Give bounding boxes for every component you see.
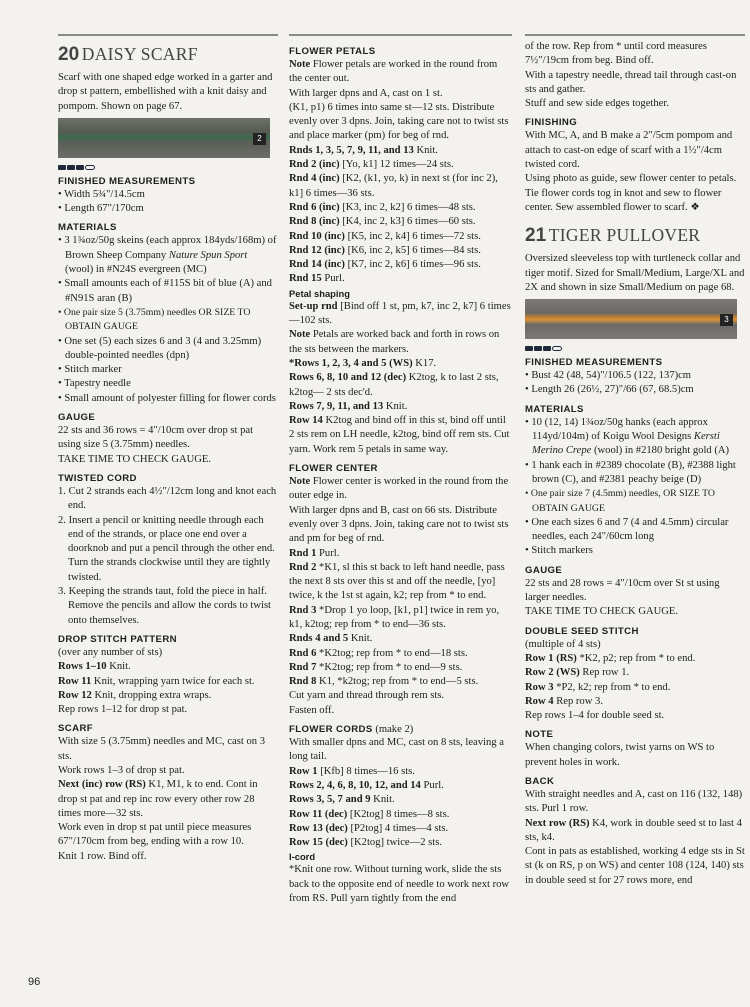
heading-finished: FINISHED MEASUREMENTS — [58, 175, 196, 187]
material-item: • 3 1¾oz/50g skeins (each approx 184yds/168m) of Brown Sheep Company Nature Spun Sport (wool) in #N24S evergreen (MC) — [58, 235, 277, 276]
petal-note: Note Petals are worked back and forth in rows on the sts between the markers. — [289, 329, 500, 355]
twisted-cord-step: 2. Insert a pencil or knitting needle through each end of the strands, or place one end over a doorknob and put a pencil through the other end. Turn the strands clockwise until they are tightly twisted. — [58, 514, 275, 583]
center-round: Rnd 7 *K2tog; rep from * to end—9 sts. — [289, 661, 463, 673]
petal-setup: Set-up rnd [Bind off 1 st, pm, k7, inc 2, k7] 6 times—102 sts. — [289, 300, 511, 327]
gauge-text: 22 sts and 28 rows = 4"/10cm over St st using larger needles. — [525, 577, 720, 604]
pullover-swatch-image — [525, 299, 737, 339]
center-text: With larger dpns and B, cast on 66 sts. Distribute evenly over 3 dpns. Join, taking care not to twist sts and pm for beg of rnd. — [289, 504, 509, 545]
cords-row: Row 11 (dec) [K2tog] 8 times—8 sts. — [289, 808, 450, 820]
cords-row: Rows 2, 4, 6, 8, 10, 12, and 14 Purl. — [289, 779, 444, 791]
petal-round: Rnd 6 (inc) [K3, inc 2, k2] 6 times—48 sts. — [289, 201, 476, 213]
petal-row: Rows 7, 9, 11, and 13 Knit. — [289, 400, 408, 412]
petal-round: Rnd 10 (inc) [K5, inc 2, k4] 6 times—72 sts. — [289, 230, 481, 242]
skill-badge: 2 — [253, 133, 266, 145]
dss-multiple: (multiple of 4 sts) — [525, 638, 601, 650]
note-text: When changing colors, twist yarns on WS to prevent holes in work. — [525, 742, 715, 768]
column-1 — [58, 40, 278, 864]
skill-level-icon — [58, 165, 278, 170]
cords-row: Row 13 (dec) [P2tog] 4 times—4 sts. — [289, 822, 449, 834]
material-item: • One set (5) each sizes 6 and 3 (4 and 3.25mm) double-pointed needles (dpn) — [58, 335, 262, 361]
scarf-text: With size 5 (3.75mm) needles and MC, cast on 3 sts. — [58, 736, 265, 762]
material-item: • Small amount of polyester filling for flower cords — [58, 392, 276, 404]
heading-flower-cords: FLOWER CORDS (make 2) — [289, 724, 414, 736]
scarf-text: Work rows 1–3 of drop st pat. — [58, 764, 185, 776]
back-text: Next row (RS) K4, work in double seed st to last 4 sts, k4. — [525, 817, 742, 843]
gauge-check: TAKE TIME TO CHECK GAUGE. — [525, 606, 679, 618]
drop-row: Row 12 Knit, dropping extra wraps. — [58, 689, 212, 701]
petal-round: Rnd 4 (inc) [K2, (k1, yo, k) in next st (for inc 2), k1] 6 times—36 sts. — [289, 173, 498, 199]
scarf-intro: Scarf with one shaped edge worked in a garter and drop st pattern, embellished with a knit daisy and pompom. Shown on page 67. — [58, 72, 273, 112]
center-round: Rnd 8 K1, *k2tog; rep from * to end—5 sts. — [289, 676, 479, 688]
heading-gauge: GAUGE — [58, 412, 96, 424]
finished-bust: • Bust 42 (48, 54)"/106.5 (122, 137)cm — [525, 370, 692, 382]
dss-row: Row 2 (WS) Rep row 1. — [525, 667, 630, 679]
petals-text: With larger dpns and A, cast on 1 st. — [289, 87, 443, 99]
petal-round: Rnd 14 (inc) [K7, inc 2, k6] 6 times—96 sts. — [289, 259, 481, 271]
heading-note: NOTE — [525, 729, 554, 741]
material-item: • Small amounts each of #115S bit of blue (A) and #N91S aran (B) — [58, 278, 272, 304]
center-round: Rnd 1 Purl. — [289, 547, 340, 559]
petal-row: Rows 6, 8, 10 and 12 (dec) K2tog, k to last 2 sts, k2tog— 2 sts dec'd. — [289, 372, 499, 398]
center-text: Fasten off. — [289, 704, 335, 716]
pullover-intro: Oversized sleeveless top with turtleneck collar and tiger motif. Sized for Small/Medium, Large/XL and 2X and shown in size Small/Medium on page 68. — [525, 253, 745, 293]
gauge-check: TAKE TIME TO CHECK GAUGE. — [58, 453, 212, 465]
finished-width: • Width 5¾"/14.5cm — [58, 188, 145, 200]
petal-round: Rnd 12 (inc) [K6, inc 2, k5] 6 times—84 sts. — [289, 244, 481, 256]
cords-text: With smaller dpns and MC, cast on 8 sts, leaving a long tail. — [289, 737, 504, 763]
gauge-text: 22 sts and 36 rows = 4"/10cm over drop st pat using size 5 (3.75mm) needles. — [58, 425, 254, 451]
dss-row: Row 4 Rep row 3. — [525, 695, 603, 707]
dss-row: Row 3 *P2, k2; rep from * to end. — [525, 681, 671, 693]
cords-row: Rows 3, 5, 7 and 9 Knit. — [289, 794, 395, 806]
column-3 — [525, 40, 745, 888]
twisted-cord-step: 1. Cut 2 strands each 4½"/12cm long and knot each end. — [58, 485, 277, 512]
material-item: • One pair size 7 (4.5mm) needles, OR SIZE TO OBTAIN GAUGE — [525, 488, 715, 514]
petal-round: Rnds 1, 3, 5, 7, 9, 11, and 13 Knit. — [289, 144, 438, 156]
heading-twisted-cord: TWISTED CORD — [58, 472, 137, 484]
cords-continued: With a tapestry needle, thread tail through cast-on sts and gather. — [525, 69, 737, 95]
cords-row: Row 1 [Kfb] 8 times—16 sts. — [289, 765, 415, 777]
back-text: Cont in pats as established, working 4 edge sts in St st (k on RS, p on WS) and center 108 (124, 140) sts in double seed st for 27 rows more, end — [525, 846, 745, 886]
pattern-title-20: 20 DAISY SCARF — [58, 44, 198, 65]
material-item: • One each sizes 6 and 7 (4 and 4.5mm) circular needles, each 24"/60cm long — [525, 516, 729, 543]
finishing-text: With MC, A, and B make a 2"/5cm pompom and attach to cast-on edge of scarf with a 1½"/4cm twisted cord. — [525, 130, 733, 171]
material-item: • One pair size 5 (3.75mm) needles OR SIZE TO OBTAIN GAUGE — [58, 306, 251, 333]
drop-row: Row 11 Knit, wrapping yarn twice for each st. — [58, 675, 255, 687]
column-2 — [289, 40, 512, 906]
pattern-title-21: 21 TIGER PULLOVER — [525, 225, 701, 247]
center-round: Rnd 2 *K1, sl this st back to left hand needle, pass the next 8 sts over this st and off the needle, [yo] twice, k the 1st st again, k2; rep from * to end. — [289, 561, 505, 602]
heading-back: BACK — [525, 775, 555, 787]
scarf-swatch-image — [58, 118, 270, 158]
petal-round: Rnd 8 (inc) [K4, inc 2, k3] 6 times—60 sts. — [289, 216, 476, 228]
center-round: Rnd 3 *Drop 1 yo loop, [k1, p1] twice in rem yo, k1, k2tog; rep from * to end—36 sts. — [289, 604, 500, 630]
heading-scarf: SCARF — [58, 723, 94, 735]
cords-row: Row 15 (dec) [K2tog] twice—2 sts. — [289, 837, 442, 849]
material-item: • 10 (12, 14) 1¾oz/50g hanks (each approx 114yd/104m) of Koigu Wool Designs Kersti Merino Crepe (wool) in #2180 bright gold (A) — [525, 416, 730, 457]
drop-multiple: (over any number of sts) — [58, 646, 163, 658]
dss-row: Row 1 (RS) *K2, p2; rep from * to end. — [525, 652, 696, 664]
petals-text: (K1, p1) 6 times into same st—12 sts. Distribute evenly over 3 dpns. Join, taking care not to twist sts and place marker (pm) for beg of rnd. — [289, 101, 509, 142]
material-item: • Stitch marker — [58, 364, 122, 376]
skill-level-icon — [525, 346, 745, 351]
heading-finished: FINISHED MEASUREMENTS — [525, 357, 663, 369]
petal-row: Row 14 K2tog and bind off in this st, bind off until 2 sts rem on LH needle, k2tog, bind off rem sts. Cut yarn. Work rem 5 petals in same way. — [289, 415, 510, 455]
petals-note: Note Flower petals are worked in the round from the center out. — [289, 59, 498, 85]
heading-petal-shaping: Petal shaping — [289, 287, 350, 299]
heading-flower-center: FLOWER CENTER — [289, 463, 378, 475]
finishing-text: Using photo as guide, sew flower center to petals. Tie flower cords tog in knot and sew to flower center. Sew assembled flower to scarf. ❖ — [525, 173, 737, 213]
heading-gauge: GAUGE — [525, 564, 563, 576]
petal-round: Rnd 15 Purl. — [289, 273, 345, 285]
material-item: • Stitch markers — [525, 545, 593, 557]
center-round: Rnds 4 and 5 Knit. — [289, 633, 373, 645]
dss-repeat: Rep rows 1–4 for double seed st. — [525, 710, 665, 722]
twisted-cord-step: 3. Keeping the strands taut, fold the piece in half. Remove the pencils and allow the cords to twist onto themselves. — [58, 586, 272, 626]
heading-petals: FLOWER PETALS — [289, 46, 376, 57]
heading-drop-stitch: DROP STITCH PATTERN — [58, 633, 177, 645]
skill-badge: 3 — [720, 314, 733, 326]
finished-length: • Length 67"/170cm — [58, 203, 144, 215]
drop-row: Rows 1–10 Knit. — [58, 661, 131, 673]
heading-materials: MATERIALS — [58, 222, 117, 234]
scarf-text: Work even in drop st pat until piece measures 67"/170cm from beg, ending with a row 10. — [58, 822, 252, 848]
center-text: Cut yarn and thread through rem sts. — [289, 690, 445, 702]
center-note: Note Flower center is worked in the round from the outer edge in. — [289, 476, 509, 502]
scarf-text: Next (inc) row (RS) K1, M1, k to end. Cont in drop st pat and rep inc row every other row 28 times more—32 sts. — [58, 779, 258, 819]
heading-icord: I-cord — [289, 851, 316, 863]
drop-repeat: Rep rows 1–12 for drop st pat. — [58, 704, 188, 716]
material-item: • Tapestry needle — [58, 378, 131, 390]
back-text: With straight needles and A, cast on 116 (132, 148) sts. Purl 1 row. — [525, 788, 743, 815]
scarf-text: Knit 1 row. Bind off. — [58, 850, 147, 862]
heading-materials: MATERIALS — [525, 403, 584, 415]
cords-continued: Stuff and sew side edges together. — [525, 98, 669, 110]
petal-round: Rnd 2 (inc) [Yo, k1] 12 times—24 sts. — [289, 159, 454, 171]
heading-finishing: FINISHING — [525, 117, 578, 129]
page-number: 96 — [28, 976, 41, 988]
heading-double-seed: DOUBLE SEED STITCH — [525, 625, 639, 637]
finished-length: • Length 26 (26½, 27)"/66 (67, 68.5)cm — [525, 384, 694, 396]
petal-row: *Rows 1, 2, 3, 4 and 5 (WS) K17. — [289, 357, 437, 369]
material-item: • 1 hank each in #2389 chocolate (B), #2388 light brown (C), and #2381 peachy beige (D) — [525, 459, 736, 485]
icord-text: *Knit one row. Without turning work, slide the sts back to the opposite end of needle to work next row from RS. Pull yarn tightly from the end — [289, 864, 510, 905]
center-round: Rnd 6 *K2tog; rep from * to end—18 sts. — [289, 647, 468, 659]
cords-continued: of the row. Rep from * until cord measures 7½"/19cm from beg. Bind off. — [525, 41, 708, 67]
